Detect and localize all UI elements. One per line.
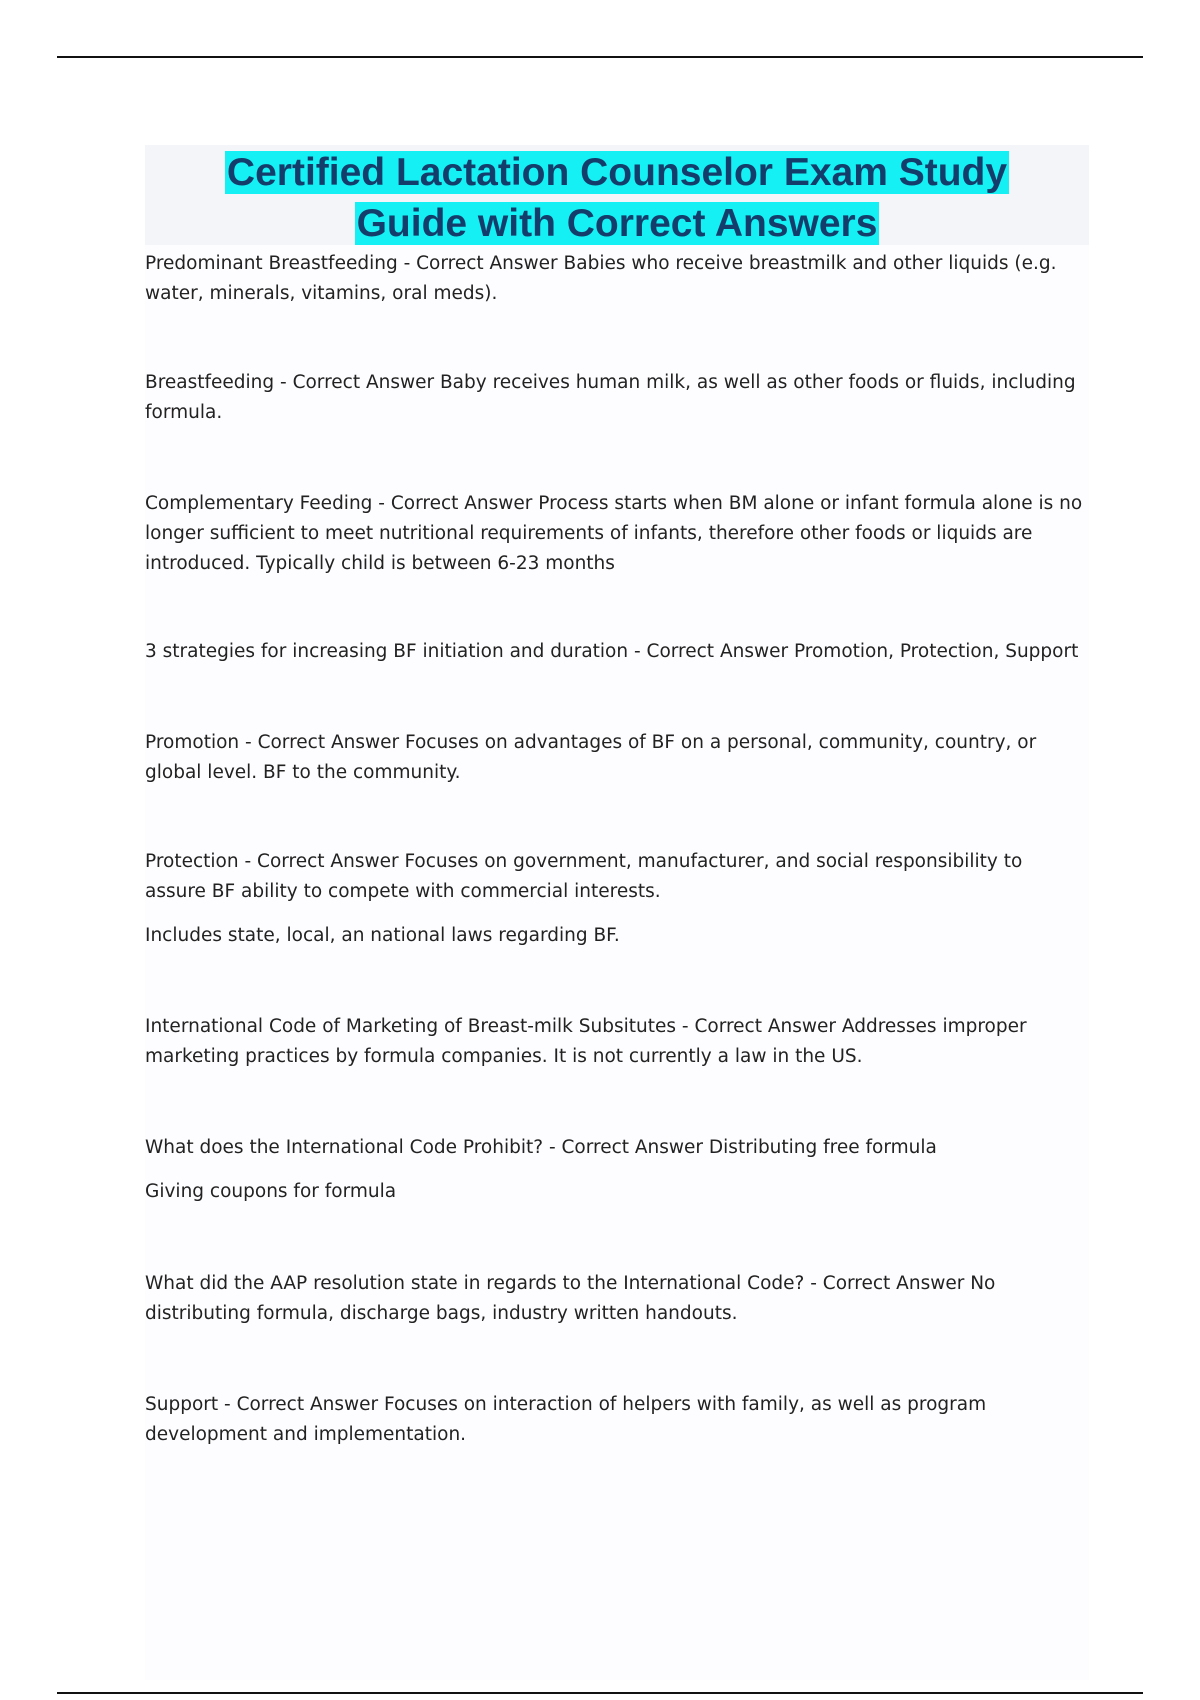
- entry-complementary-feeding: [145, 489, 1089, 637]
- entry-protection: [145, 847, 1089, 1012]
- entry-text-continued: Includes state, local, an national laws regarding BF.: [145, 925, 620, 946]
- entry-predominant-breastfeeding: [145, 249, 1089, 368]
- entry-text: Support - Correct Answer Focuses on interaction of helpers with family, as well as program development and implementation.: [145, 1394, 987, 1445]
- entry-text: 3 strategies for increasing BF initiation and duration - Correct Answer Promotion, Protection, Support: [145, 641, 1079, 662]
- bottom-rule: [57, 1692, 1143, 1694]
- entry-text: Breastfeeding - Correct Answer Baby receives human milk, as well as other foods or fluids, including formula.: [145, 372, 1076, 423]
- entry-promotion: [145, 728, 1089, 847]
- entry-text: Promotion - Correct Answer Focuses on advantages of BF on a personal, community, country, or global level. BF to the community.: [145, 732, 1037, 783]
- title-line-2: Guide with Correct Answers: [356, 202, 878, 245]
- entry-text: What did the AAP resolution state in regards to the International Code? - Correct Answer No distributing formula, discharge bags, industry written handouts.: [145, 1273, 996, 1324]
- top-rule: [57, 56, 1143, 58]
- document-title: [145, 147, 1089, 249]
- entry-international-code: [145, 1012, 1089, 1133]
- entry-breastfeeding: [145, 368, 1089, 489]
- entry-support: [145, 1390, 1089, 1480]
- title-block: [145, 145, 1089, 245]
- entry-text: Protection - Correct Answer Focuses on government, manufacturer, and social responsibility to assure BF ability to compete with commercial interests.: [145, 851, 1023, 902]
- entries-list: [145, 245, 1089, 1480]
- entry-text: Predominant Breastfeeding - Correct Answer Babies who receive breastmilk and other liquids (e.g. water, minerals, vitamins, oral meds).: [145, 253, 1057, 304]
- title-line-1: Certified Lactation Counselor Exam Study: [226, 151, 1008, 194]
- entry-text: Complementary Feeding - Correct Answer Process starts when BM alone or infant formula alone is no longer sufficient to meet nutritional requirements of infants, therefore other foods or liquids are introduced. Typically child is between 6-23 months: [145, 493, 1083, 574]
- entry-text: International Code of Marketing of Breast-milk Subsitutes - Correct Answer Addresses improper marketing practices by formula companies. It is not currently a law in the US.: [145, 1016, 1027, 1067]
- entry-three-strategies: [145, 637, 1089, 728]
- entry-code-prohibit: [145, 1133, 1089, 1269]
- document-page: [145, 145, 1089, 1680]
- entry-aap-resolution: [145, 1269, 1089, 1390]
- entry-text: What does the International Code Prohibit? - Correct Answer Distributing free formula: [145, 1137, 937, 1158]
- entry-text-continued: Giving coupons for formula: [145, 1181, 397, 1202]
